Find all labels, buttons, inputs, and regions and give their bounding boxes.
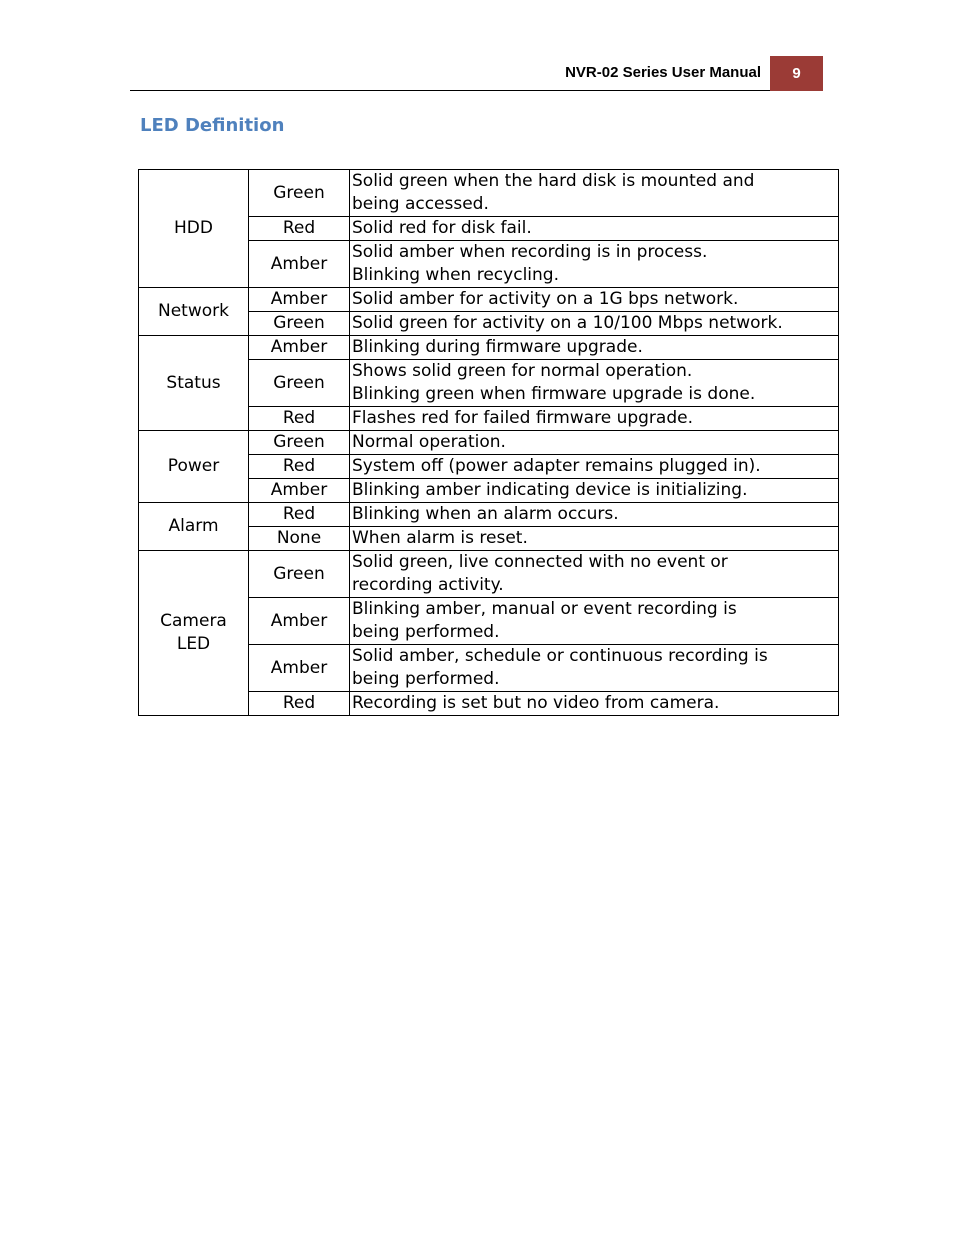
led-color-cell: Green [249,551,350,598]
led-description-cell: Solid amber, schedule or continuous recording is being performed. [350,645,839,692]
led-description-cell: Recording is set but no video from camera. [350,692,839,716]
led-description-cell: Solid amber for activity on a 1G bps network. [350,288,839,312]
led-color-cell: Red [249,455,350,479]
table-row [139,170,839,217]
led-description-cell: System off (power adapter remains plugged in). [350,455,839,479]
led-description-cell: Flashes red for failed firmware upgrade. [350,407,839,431]
led-color-cell: Amber [249,479,350,503]
device-cell: Alarm [139,503,249,551]
led-color-cell: Amber [249,241,350,288]
device-cell: HDD [139,170,249,288]
led-color-cell: Green [249,312,350,336]
led-description-cell: Blinking amber indicating device is initializing. [350,479,839,503]
led-color-cell: Green [249,431,350,455]
led-description-cell: Blinking when an alarm occurs. [350,503,839,527]
header-divider [130,90,770,91]
page-number-badge: 9 [770,56,823,91]
led-definition-table [138,169,839,716]
table-row [139,336,839,360]
led-description-cell: Solid green when the hard disk is mounted and being accessed. [350,170,839,217]
led-description-cell: Blinking amber, manual or event recording is being performed. [350,598,839,645]
device-cell: Camera LED [139,551,249,716]
led-description-cell: Shows solid green for normal operation. Blinking green when firmware upgrade is done. [350,360,839,407]
led-color-cell: None [249,527,350,551]
led-description-cell: Solid green, live connected with no event or recording activity. [350,551,839,598]
device-cell: Power [139,431,249,503]
led-color-cell: Red [249,503,350,527]
device-cell: Network [139,288,249,336]
led-description-cell: Normal operation. [350,431,839,455]
table-row [139,288,839,312]
table-row [139,431,839,455]
led-color-cell: Green [249,360,350,407]
led-color-cell: Red [249,692,350,716]
document-title: NVR-02 Series User Manual [565,64,761,81]
led-description-cell: When alarm is reset. [350,527,839,551]
section-heading: LED Definition [140,115,285,136]
table-row [139,551,839,598]
device-cell: Status [139,336,249,431]
led-color-cell: Red [249,217,350,241]
led-description-cell: Solid green for activity on a 10/100 Mbps network. [350,312,839,336]
led-description-cell: Blinking during firmware upgrade. [350,336,839,360]
led-color-cell: Amber [249,598,350,645]
led-color-cell: Amber [249,336,350,360]
led-color-cell: Amber [249,645,350,692]
led-description-cell: Solid amber when recording is in process. Blinking when recycling. [350,241,839,288]
led-color-cell: Green [249,170,350,217]
led-description-cell: Solid red for disk fail. [350,217,839,241]
led-color-cell: Amber [249,288,350,312]
led-table-body [139,170,839,716]
table-row [139,503,839,527]
led-color-cell: Red [249,407,350,431]
